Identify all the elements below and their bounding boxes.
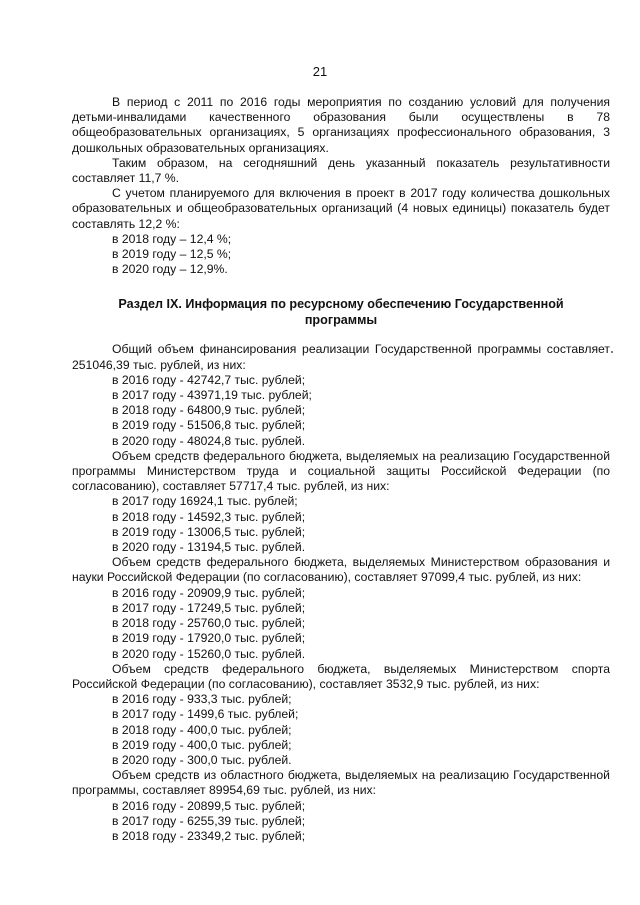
federal-education-list-item: в 2020 году - 15260,0 тыс. рублей. — [112, 646, 306, 661]
intro-list-item: в 2019 году – 12,5 %; — [112, 247, 232, 262]
federal-education-list-item: в 2018 году - 25760,0 тыс. рублей; — [112, 616, 306, 631]
federal-sport-list-item: в 2017 году - 1499,6 тыс. рублей; — [112, 707, 299, 722]
intro-paragraph-1: В период с 2011 по 2016 годы мероприятия по созданию условий для получения детьми-инвалидами качественного образования были осуществлены в 78 общеобразовательных организациях, 5 организациях профессионального образования, 3 дошкольных образовательных организациях. — [72, 95, 610, 155]
section-heading: Раздел IX. Информация по ресурсному обеспечению Государственной программы — [118, 297, 564, 327]
intro-paragraph-3: С учетом планируемого для включения в проект в 2017 году количества дошкольных образовательных и общеобразовательных организаций (4 новых единицы) показатель будет составлять 12,2 %: — [72, 186, 610, 231]
federal-labor-paragraph: Объем средств федерального бюджета, выделяемых на реализацию Государственной программы Министерством труда и социальной защиты Российской Федерации (по согласованию), составляет 57717,4 тыс. рублей, из них: — [72, 448, 610, 494]
total-list-item: в 2017 году - 43971,19 тыс. рублей; — [112, 388, 312, 403]
regional-list-item: в 2017 году - 6255,39 тыс. рублей; — [112, 813, 306, 828]
total-list-item: в 2020 году - 48024,8 тыс. рублей. — [112, 433, 306, 448]
federal-education-list-item: в 2017 году - 17249,5 тыс. рублей; — [112, 600, 306, 615]
intro-list-item: в 2020 году – 12,9%. — [112, 262, 228, 277]
scan-artifact-dot — [611, 351, 613, 353]
federal-labor-list-item: в 2018 году - 14592,3 тыс. рублей; — [112, 509, 306, 524]
federal-sport-list-item: в 2018 году - 400,0 тыс. рублей; — [112, 722, 292, 737]
regional-list-item: в 2016 году - 20899,5 тыс. рублей; — [112, 798, 306, 813]
federal-sport-list-item: в 2019 году - 400,0 тыс. рублей; — [112, 737, 292, 752]
regional-budget-paragraph: Объем средств из областного бюджета, выделяемых на реализацию Государственной программы, составляет 89954,69 тыс. рублей, из них: — [72, 768, 610, 798]
page-number: 21 — [312, 64, 328, 79]
federal-education-list-item: в 2016 году - 20909,9 тыс. рублей; — [112, 585, 306, 600]
total-list-item: в 2016 году - 42742,7 тыс. рублей; — [112, 372, 306, 387]
document-body — [72, 95, 610, 844]
total-list-item: в 2019 году - 51506,8 тыс. рублей; — [112, 418, 306, 433]
intro-list-item: в 2018 году – 12,4 %; — [112, 231, 232, 246]
federal-sport-paragraph: Объем средств федерального бюджета, выделяемых Министерством спорта Российской Федерации (по согласованию), составляет 3532,9 тыс. рублей, из них: — [72, 661, 610, 691]
federal-education-list-item: в 2019 году - 17920,0 тыс. рублей; — [112, 631, 306, 646]
federal-labor-list-item: в 2017 году 16924,1 тыс. рублей; — [112, 494, 298, 509]
federal-education-paragraph: Объем средств федерального бюджета, выделяемых Министерством образования и науки Российской Федерации (по согласованию), составляет 97099,4 тыс. рублей, из них: — [72, 555, 610, 585]
regional-list-item: в 2018 году - 23349,2 тыс. рублей; — [112, 828, 306, 843]
intro-paragraph-2: Таким образом, на сегодняшний день указанный показатель результативности составляет 11,7 %. — [72, 155, 610, 186]
federal-sport-list-item: в 2020 году - 300,0 тыс. рублей. — [112, 752, 292, 767]
federal-labor-list-item: в 2020 году - 13194,5 тыс. рублей. — [112, 540, 306, 555]
federal-labor-list-item: в 2019 году - 13006,5 тыс. рублей; — [112, 524, 306, 539]
federal-sport-list-item: в 2016 году - 933,3 тыс. рублей; — [112, 692, 292, 707]
total-list-item: в 2018 году - 64800,9 тыс. рублей; — [112, 403, 306, 418]
total-financing-paragraph: Общий объем финансирования реализации Государственной программы составляет 251046,39 тыс. рублей, из них: — [72, 342, 610, 372]
